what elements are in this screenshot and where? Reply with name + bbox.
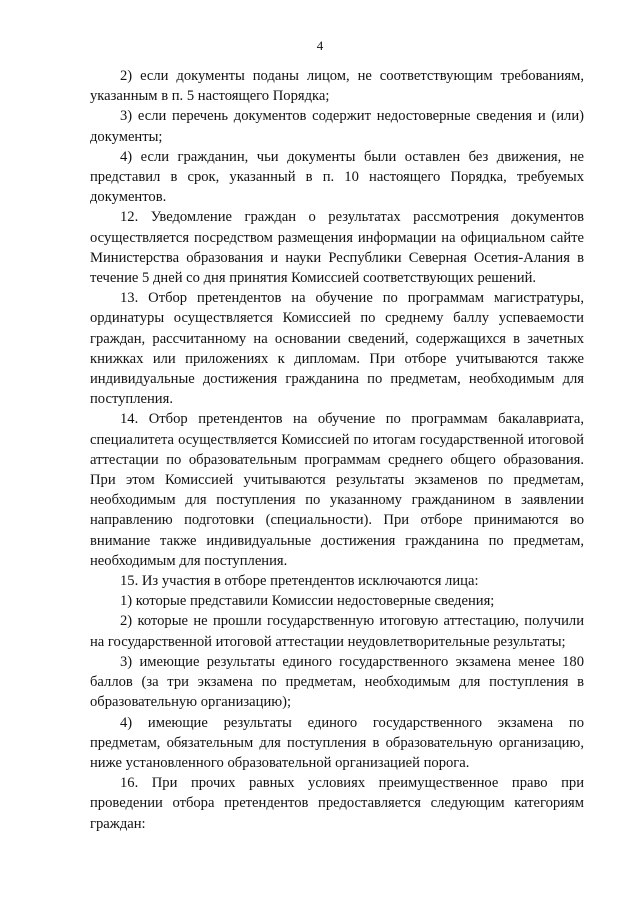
clause-15-exclusions: 15. Из участия в отборе претендентов исключаются лица:	[120, 573, 479, 590]
clause-12-notification: 12. Уведомление граждан о результатах рассмотрения документов осуществляется посредством размещения информации на официальном сайте Министерства образования и науки Республики Северная Осетия-Алания в течение 5 дней со дня принятия Комиссией соответствующих решений.	[90, 209, 584, 287]
exclusion-item-3: 3) имеющие результаты единого государственного экзамена менее 180 баллов (за три экзамена по предметам, необходимым для поступления в образовательную организацию);	[90, 653, 584, 711]
item-3-false-information: 3) если перечень документов содержит недостоверные сведения и (или) документы;	[90, 108, 584, 145]
clause-13-master-selection: 13. Отбор претендентов на обучение по программам магистратуры, ординатуры осуществляется Комиссией по среднему баллу успеваемости граждан, рассчитанному на основании сведений, содержащихся в зачетных книжках или приложениях к дипломам. При отборе учитываются также индивидуальные достижения гражданина по предметам, необходимым для поступления.	[90, 290, 584, 408]
exclusion-item-1: 1) которые представили Комиссии недостоверные сведения;	[120, 593, 495, 610]
item-4-missing-documents: 4) если гражданин, чьи документы были оставлен без движения, не представил в срок, указанный в п. 10 настоящего Порядка, требуемых документов.	[90, 148, 584, 206]
exclusion-item-4: 4) имеющие результаты единого государственного экзамена по предметам, обязательным для поступления в образовательную организацию, ниже установленного образовательной организацией порога.	[90, 714, 584, 771]
clause-16-priority-right: 16. При прочих равных условиях преимущественное право при проведении отбора претендентов предоставляется следующим категориям граждан:	[90, 775, 584, 832]
document-body	[90, 66, 584, 834]
clause-14-bachelor-selection: 14. Отбор претендентов на обучение по программам бакалавриата, специалитета осуществляется Комиссией по итогам государственной итоговой аттестации по образовательным программам среднего общего образования. При этом Комиссией учитываются результаты экзаменов по предметам, необходимым для поступления по указанному гражданином в заявлении направлению подготовки (специальности). При отборе принимаются во внимание также индивидуальные достижения гражданина по предметам, необходимым для поступления.	[90, 411, 584, 569]
item-2-documents-by-ineligible-person: 2) если документы поданы лицом, не соответствующим требованиям, указанным в п. 5 настоящего Порядка;	[90, 68, 584, 105]
page-number: 4	[316, 38, 324, 53]
exclusion-item-2: 2) которые не прошли государственную итоговую аттестацию, получили на государственной итоговой аттестации неудовлетворительные результаты;	[90, 613, 584, 650]
